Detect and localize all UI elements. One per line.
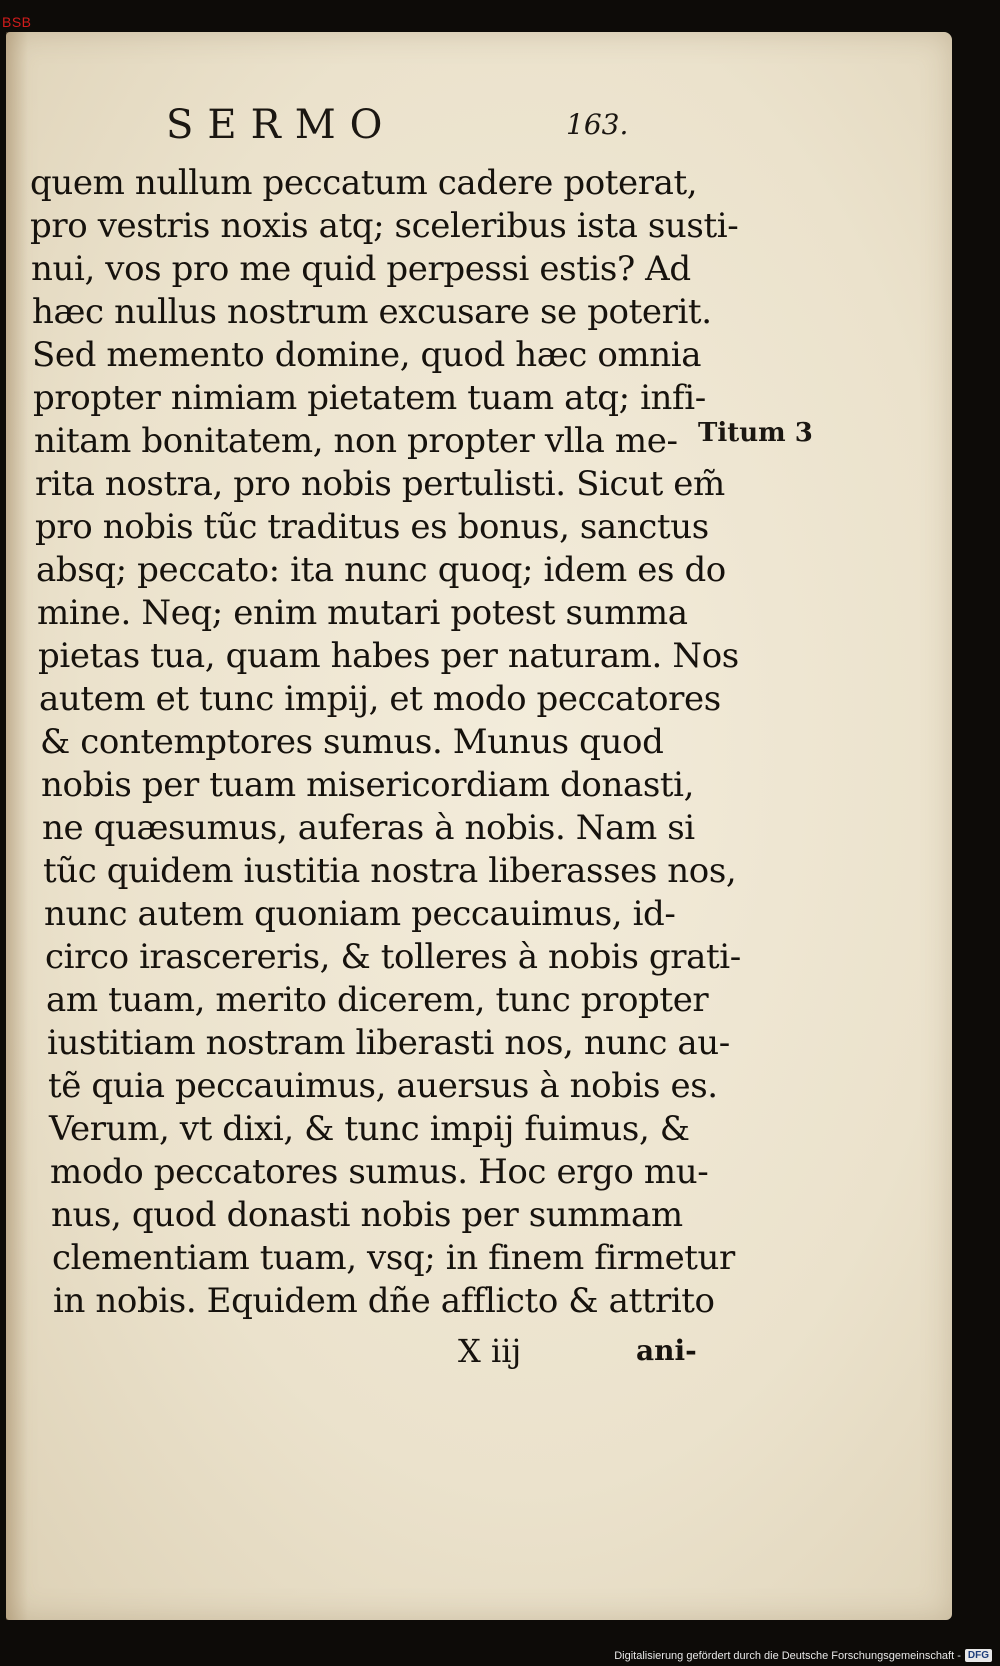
credit-text: Digitalisierung gefördert durch die Deutsche Forschungsgemeinschaft - [614, 1649, 961, 1662]
page-header [166, 102, 666, 162]
text-line: & contemptores sumus. Munus quod [40, 722, 664, 762]
text-line: nitam bonitatem, non propter vlla me- [34, 421, 678, 461]
bsb-logo: BSB [2, 14, 32, 30]
text-line: Sed memento domine, quod hæc omnia [32, 335, 702, 375]
text-line: in nobis. Equidem dñe afflicto & attrito [53, 1281, 715, 1321]
text-line: quem nullum peccatum cadere poterat, [30, 163, 698, 203]
text-line: ne quæsumus, auferas à nobis. Nam si [42, 808, 695, 848]
text-line: rita nostra, pro nobis pertulisti. Sicut em̃ [35, 464, 725, 504]
text-line: propter nimiam pietatem tuam atq; infi- [33, 378, 706, 418]
text-line: iustitiam nostram liberasti nos, nunc au- [47, 1023, 730, 1063]
text-line: autem et tunc impij, et modo peccatores [39, 679, 721, 719]
text-line: tẽ quia peccauimus, auersus à nobis es. [48, 1066, 718, 1106]
catchword: ani- [636, 1334, 697, 1367]
dfg-credit [614, 1649, 992, 1662]
text-line: am tuam, merito dicerem, tunc propter [46, 980, 709, 1020]
text-line: tũc quidem iustitia nostra liberasses nos, [43, 851, 737, 891]
footer [0, 1642, 1000, 1666]
text-line: pietas tua, quam habes per naturam. Nos [38, 636, 739, 676]
text-line: pro nobis tũc traditus es bonus, sanctus [35, 507, 709, 547]
text-line: pro vestris noxis atq; sceleribus ista susti- [30, 206, 739, 246]
text-line: hæc nullus nostrum excusare se poterit. [32, 292, 712, 332]
body-text [24, 162, 741, 1323]
text-line: Verum, vt dixi, & tunc impij fuimus, & [49, 1109, 690, 1149]
text-line: nobis per tuam misericordiam donasti, [41, 765, 695, 805]
text-line: modo peccatores sumus. Hoc ergo mu- [50, 1152, 709, 1192]
text-line: absq; peccato: ita nunc quoq; idem es do [36, 550, 726, 590]
text-line: circo irascereris, & tolleres à nobis grati- [45, 937, 741, 977]
book-page [6, 32, 952, 1620]
text-line: clementiam tuam, vsq; in finem firmetur [52, 1238, 735, 1278]
running-head: SERMO [166, 102, 397, 148]
signature-mark: X iij [458, 1332, 522, 1370]
text-line: nus, quod donasti nobis per summam [51, 1195, 683, 1235]
dfg-logo: DFG [965, 1649, 992, 1662]
text-line: nunc autem quoniam peccauimus, id- [44, 894, 676, 934]
page-number: 163. [566, 108, 629, 141]
text-line: nui, vos pro me quid perpessi estis? Ad [31, 249, 691, 289]
margin-note: Titum 3 [698, 418, 813, 448]
text-line: mine. Neq; enim mutari potest summa [37, 593, 688, 633]
